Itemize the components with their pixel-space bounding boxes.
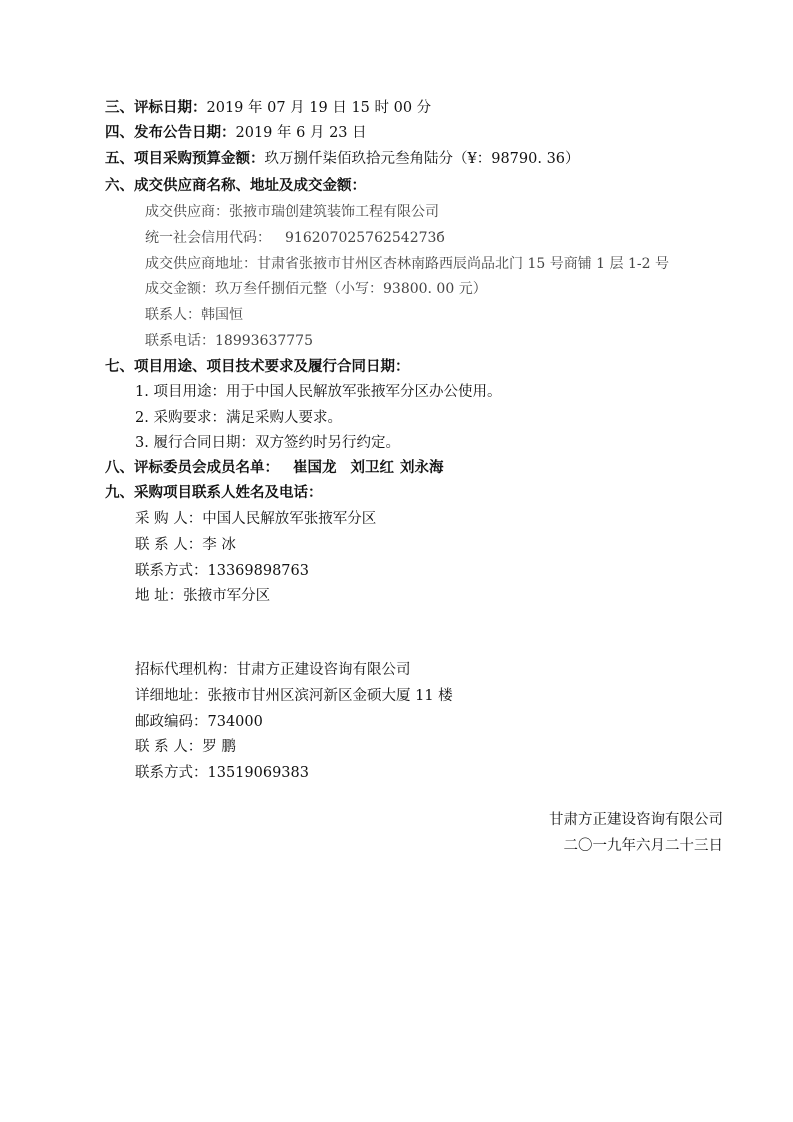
section-4 [105,123,367,143]
committee-member: 刘永海 [400,460,444,476]
purchaser-address: 地 址：张掖市军分区 [135,588,271,604]
list-item: 3. 履行合同日期：双方签约时另行约定。 [135,435,400,451]
supplier-contact: 联系人：韩国恒 [145,307,243,323]
agency-postcode: 邮政编码：734000 [135,714,263,730]
credit-code-value: 91620702576254273б [285,230,445,246]
section-5-label: 五、项目采购预算金额： [105,151,265,167]
signature-date: 二〇一九年六月二十三日 [563,838,723,854]
committee-member: 崔国龙 [293,460,337,476]
supplier-phone: 联系电话：18993637775 [145,333,313,349]
credit-code-label: 统一社会信用代码： [145,230,271,246]
section-6-heading [105,176,366,196]
transaction-amount: 成交金额：玖万叁仟捌佰元整（小写：93800. 00 元） [145,281,487,297]
signature-org: 甘肃方正建设咨询有限公司 [549,812,723,828]
section-3-label: 三、评标日期： [105,100,207,116]
committee-member: 刘卫红 [350,460,394,476]
section-9-heading [105,483,323,503]
bid-evaluation-date: 2019 年 07 月 19 日 15 时 00 分 [206,100,432,116]
agency-contact: 联 系 人：罗 鹏 [135,739,236,755]
section-9-label: 九、采购项目联系人姓名及电话： [105,485,323,501]
section-8-label: 八、评标委员会成员名单： [105,460,279,476]
section-6-label: 六、成交供应商名称、地址及成交金额： [105,178,366,194]
section-5 [105,149,580,169]
agency-name: 招标代理机构：甘肃方正建设咨询有限公司 [135,662,411,678]
section-7-label: 七、项目用途、项目技术要求及履行合同日期： [105,359,410,375]
budget-amount: 玖万捌仟柒佰玖拾元叁角陆分（¥：98790. 36） [264,151,580,167]
announcement-date: 2019 年 6 月 23 日 [235,125,367,141]
supplier-name: 成交供应商：张掖市瑞创建筑装饰工程有限公司 [145,204,439,220]
list-item: 1. 项目用途：用于中国人民解放军张掖军分区办公使用。 [135,384,502,400]
section-4-label: 四、发布公告日期： [105,125,236,141]
purchaser-phone: 联系方式：13369898763 [135,563,309,579]
section-3 [105,98,431,118]
purchaser: 采 购 人：中国人民解放军张掖军分区 [135,511,377,527]
section-8 [105,458,444,478]
purchaser-contact: 联 系 人：李 冰 [135,537,236,553]
credit-code-row [145,228,445,248]
agency-phone: 联系方式：13519069383 [135,765,309,781]
supplier-address: 成交供应商地址：甘肃省张掖市甘州区杏林南路西辰尚品北门 15 号商铺 1 层 1-2 号 [145,256,669,272]
agency-address: 详细地址：张掖市甘州区滨河新区金硕大厦 11 楼 [135,688,453,704]
list-item: 2. 采购要求：满足采购人要求。 [135,410,342,426]
section-7-heading [105,357,410,377]
